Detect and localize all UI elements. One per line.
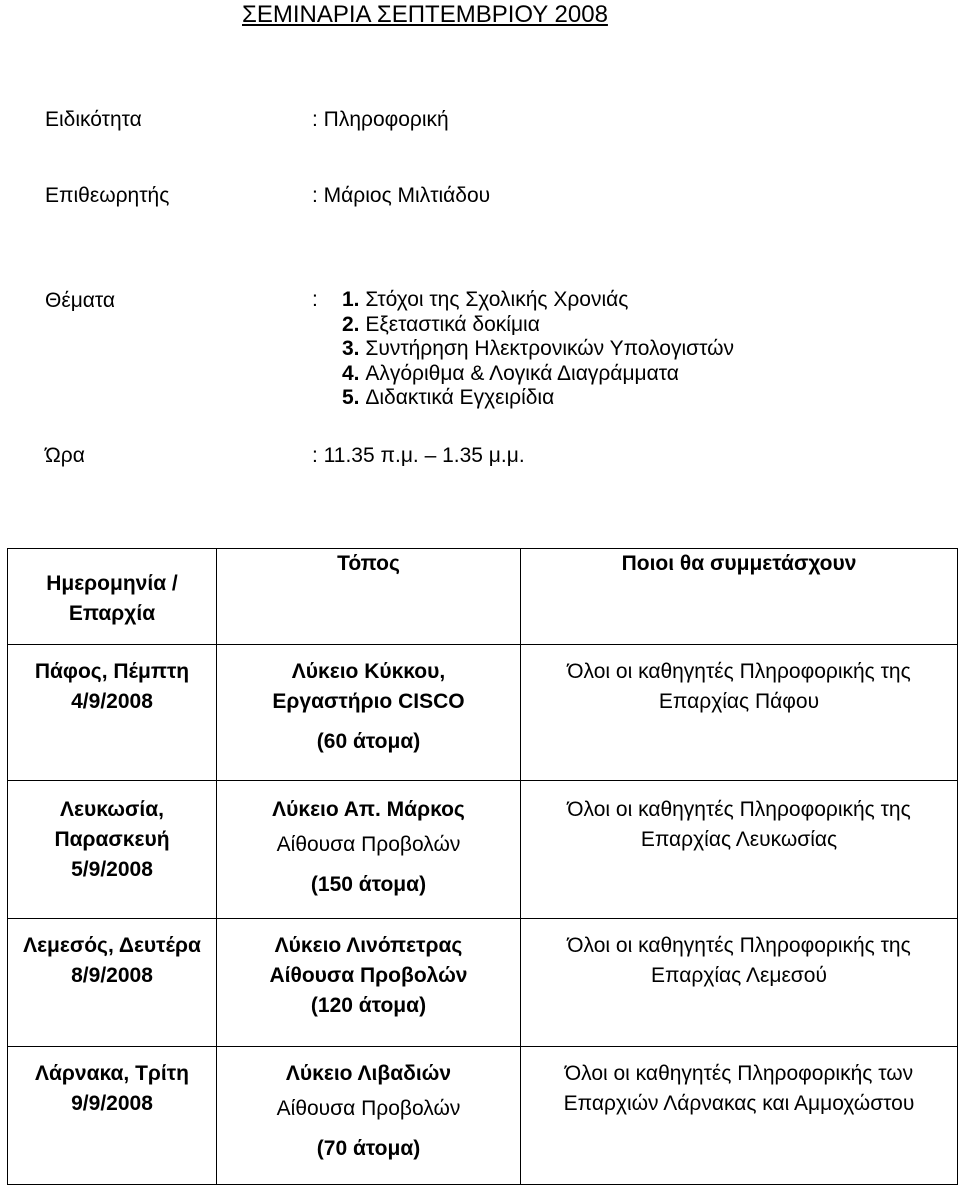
topic-item bbox=[312, 337, 734, 362]
time-value: : 11.35 π.μ. – 1.35 μ.μ. bbox=[312, 444, 525, 467]
specialty-label: Ειδικότητα bbox=[45, 108, 142, 131]
cell-participants: Όλοι οι καθηγητές Πληροφορικής της Επαρχίας Πάφου bbox=[521, 645, 958, 781]
cell-place: Λύκειο Λιβαδιών Αίθουσα Προβολών (70 άτομα) bbox=[217, 1047, 521, 1185]
schedule-table bbox=[7, 548, 958, 1185]
cell-place: Λύκειο Κύκκου, Εργαστήριο CISCO (60 άτομα) bbox=[217, 645, 521, 781]
topic-text: Διδακτικά Εγχειρίδια bbox=[365, 386, 555, 409]
cell-date-region: Λάρνακα, Τρίτη 9/9/2008 bbox=[8, 1047, 217, 1185]
topic-number: 3. bbox=[342, 337, 360, 360]
topic-number: 2. bbox=[342, 312, 360, 336]
table-header-row bbox=[8, 549, 958, 645]
inspector-label: Επιθεωρητής bbox=[45, 184, 170, 207]
cell-place: Λύκειο Απ. Μάρκος Αίθουσα Προβολών (150 άτομα) bbox=[217, 781, 521, 919]
header-participants: Ποιοι θα συμμετάσχουν bbox=[521, 549, 958, 645]
topic-number: 4. bbox=[342, 361, 360, 385]
topic-item bbox=[312, 362, 734, 387]
topic-text: Συντήρηση Ηλεκτρονικών Υπολογιστών bbox=[365, 337, 734, 360]
table-row bbox=[8, 781, 958, 919]
topic-item bbox=[312, 288, 734, 313]
topics-label: Θέματα bbox=[45, 289, 116, 312]
table-row bbox=[8, 1047, 958, 1185]
cell-date-region: Πάφος, Πέμπτη 4/9/2008 bbox=[8, 645, 217, 781]
inspector-value: : Μάριος Μιλτιάδου bbox=[312, 184, 491, 207]
header-place: Τόπος bbox=[217, 549, 521, 645]
cell-place: Λύκειο Λινόπετρας Αίθουσα Προβολών (120 άτομα) bbox=[217, 919, 521, 1047]
table-row bbox=[8, 919, 958, 1047]
header-date-region: Ημερομηνία / Επαρχία bbox=[8, 549, 217, 645]
cell-date-region: Λευκωσία, Παρασκευή 5/9/2008 bbox=[8, 781, 217, 919]
cell-participants: Όλοι οι καθηγητές Πληροφορικής της Επαρχίας Λευκωσίας bbox=[521, 781, 958, 919]
time-label: Ώρα bbox=[45, 444, 85, 467]
topic-text: Στόχοι της Σχολικής Χρονιάς bbox=[365, 288, 629, 311]
topic-item bbox=[312, 386, 734, 411]
topic-number: 1. bbox=[342, 288, 360, 311]
specialty-value: : Πληροφορική bbox=[312, 108, 449, 131]
topic-text: Εξεταστικά δοκίμια bbox=[365, 312, 540, 336]
topic-item bbox=[312, 313, 734, 338]
topics-colon: : bbox=[312, 288, 318, 311]
topic-text: Αλγόριθμα & Λογικά Διαγράμματα bbox=[365, 361, 679, 385]
page-title: ΣΕΜΙΝΑΡΙΑ ΣΕΠΤΕΜΒΡΙΟΥ 2008 bbox=[242, 1, 608, 28]
cell-participants: Όλοι οι καθηγητές Πληροφορικής της Επαρχίας Λεμεσού bbox=[521, 919, 958, 1047]
topics-list bbox=[312, 288, 734, 411]
topic-number: 5. bbox=[342, 386, 360, 409]
table-row bbox=[8, 645, 958, 781]
cell-participants: Όλοι οι καθηγητές Πληροφορικής των Επαρχιών Λάρνακας και Αμμοχώστου bbox=[521, 1047, 958, 1185]
cell-date-region: Λεμεσός, Δευτέρα 8/9/2008 bbox=[8, 919, 217, 1047]
